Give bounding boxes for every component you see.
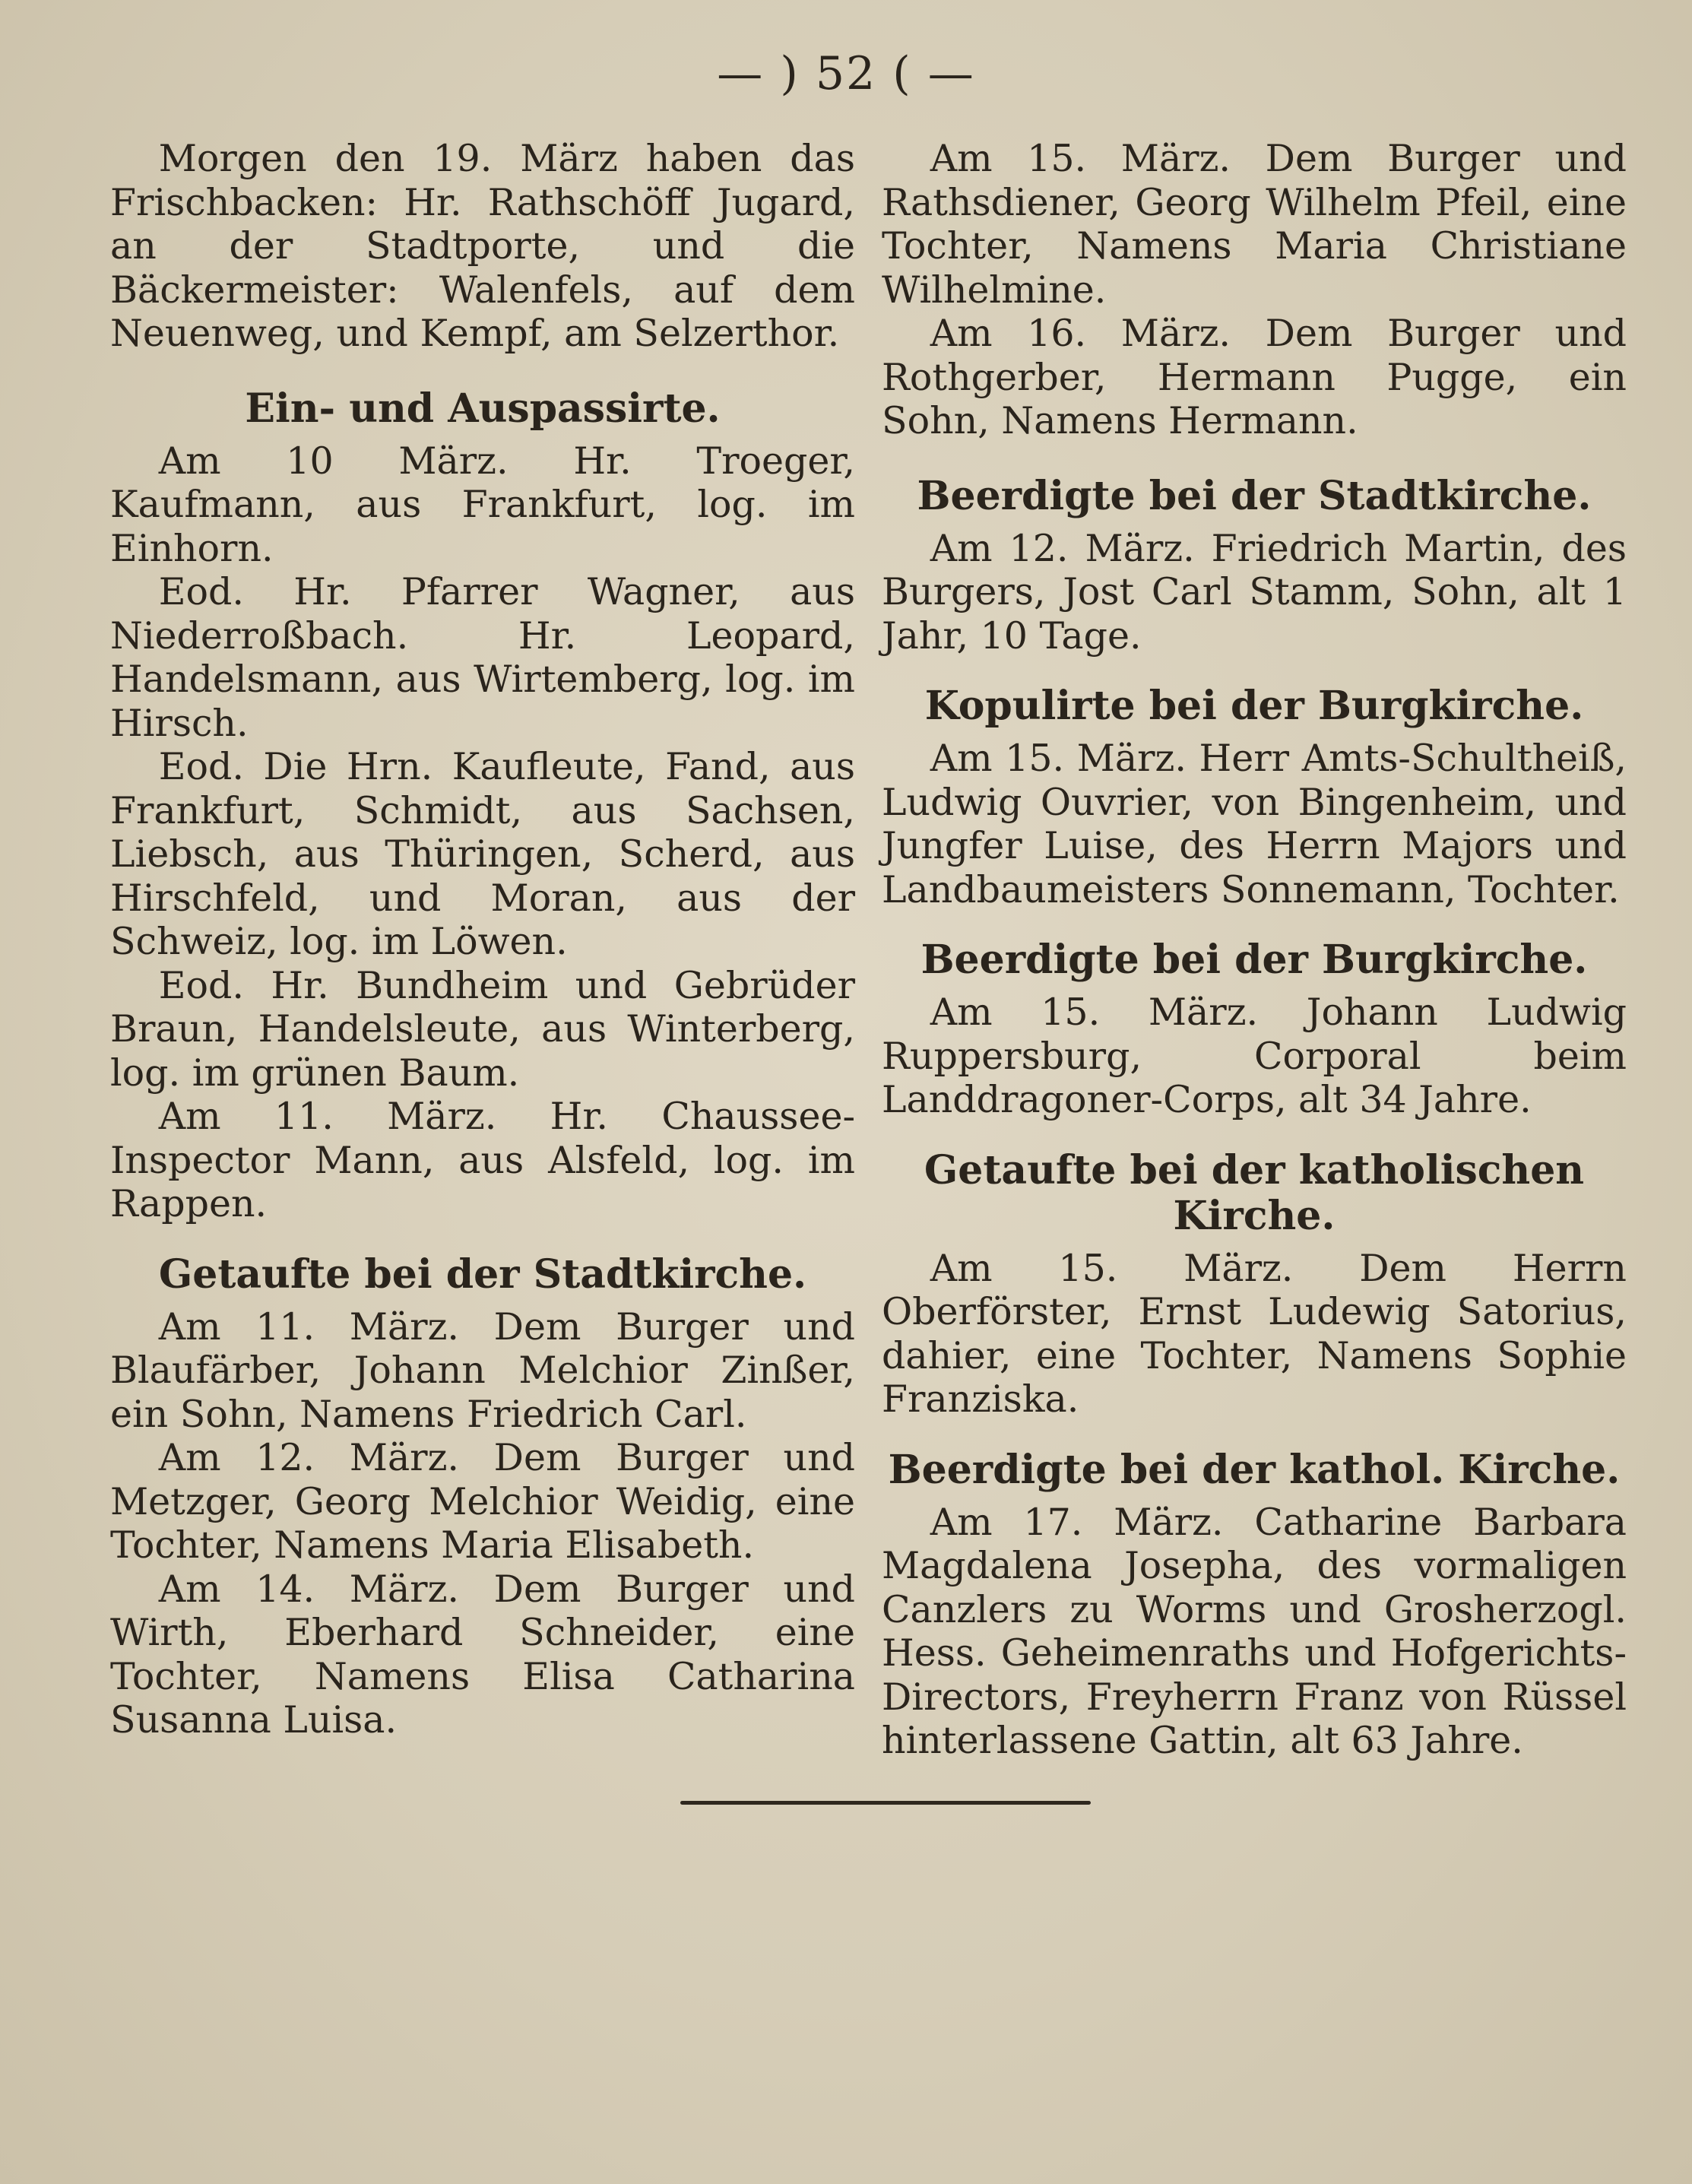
page-number-header: — ) 52 ( — — [717, 47, 975, 100]
entry-paragraph: Am 11. März. Hr. Chaussee-Inspector Mann, aus Alsfeld, log. im Rappen. — [110, 1095, 855, 1225]
section-heading-burials-burgkirche: Beerdigte bei der Burgkirche. — [920, 937, 1588, 983]
entry-paragraph: Am 15. März. Dem Herrn Oberförster, Ernst Ludewig Satorius, dahier, eine Tochter, Namens Sophie Franziska. — [882, 1246, 1627, 1421]
entry-paragraph: Am 16. März. Dem Burger und Rothgerber, Hermann Pugge, ein Sohn, Namens Hermann. — [882, 312, 1627, 442]
entry-paragraph: Am 11. März. Dem Burger und Blaufärber, Johann Melchior Zinßer, ein Sohn, Namens Friedrich Carl. — [110, 1304, 855, 1436]
entry-paragraph: Am 12. März. Dem Burger und Metzger, Georg Melchior Weidig, eine Tochter, Namens Maria Elisabeth. — [110, 1436, 855, 1567]
intro-paragraph: Morgen den 19. März haben das Frischbacken: Hr. Rathschöff Jugard, an der Stadtporte, und die Bäckermeister: Walenfels, auf dem Neuenweg, und Kempf, am Selzerthor. — [110, 137, 855, 355]
end-rule-divider — [680, 1801, 1091, 1805]
section-heading-burials-stadtkirche: Beerdigte bei der Stadtkirche. — [917, 472, 1592, 519]
entry-paragraph: Eod. Hr. Bundheim und Gebrüder Braun, Handelsleute, aus Winterberg, log. im grünen Baum. — [110, 963, 855, 1095]
section-heading-marriages-burgkirche: Kopulirte bei der Burgkirche. — [924, 683, 1584, 729]
entry-paragraph: Am 10 März. Hr. Troeger, Kaufmann, aus Frankfurt, log. im Einhorn. — [110, 439, 855, 570]
entry-paragraph: Am 15. März. Johann Ludwig Ruppersburg, Corporal beim Landdragoner-Corps, alt 34 Jahre. — [882, 991, 1627, 1121]
right-column — [882, 137, 1627, 1763]
entry-paragraph: Am 15. März. Herr Amts-Schultheiß, Ludwig Ouvrier, von Bingenheim, und Jungfer Luise, des Herrn Majors und Landbaumeisters Sonnemann, Tochter. — [882, 737, 1627, 911]
section-heading-baptisms-stadtkirche: Getaufte bei der Stadtkirche. — [158, 1250, 807, 1298]
entry-paragraph: Eod. Die Hrn. Kaufleute, Fand, aus Frankfurt, Schmidt, aus Sachsen, Liebsch, aus Thüringen, Scherd, aus Hirschfeld, und Moran, aus der Schweiz, log. im Löwen. — [110, 745, 855, 963]
entry-paragraph: Am 12. März. Friedrich Martin, des Burgers, Jost Carl Stamm, Sohn, alt 1 Jahr, 10 Tage. — [882, 526, 1627, 658]
entry-paragraph: Eod. Hr. Pfarrer Wagner, aus Niederroßbach. Hr. Leopard, Handelsmann, aus Wirtemberg, log. im Hirsch. — [110, 570, 855, 745]
left-column — [110, 137, 855, 1742]
entry-paragraph: Am 14. März. Dem Burger und Wirth, Eberhard Schneider, eine Tochter, Namens Elisa Catharina Susanna Luisa. — [110, 1567, 855, 1742]
entry-paragraph: Am 15. März. Dem Burger und Rathsdiener, Georg Wilhelm Pfeil, eine Tochter, Namens Maria Christiane Wilhelmine. — [882, 137, 1627, 312]
section-heading-baptisms-catholic: Getaufte bei der katholischen Kirche. — [924, 1146, 1585, 1239]
section-heading-arrivals: Ein- und Auspassirte. — [245, 385, 721, 432]
section-heading-burials-catholic: Beerdigte bei der kathol. Kirche. — [888, 1446, 1621, 1493]
entry-paragraph: Am 17. März. Catharine Barbara Magdalena Josepha, des vormaligen Canzlers zu Worms und Grosherzogl. Hess. Geheimenraths und Hofgerichts-Directors, Freyherrn Franz von Rüssel hinterlassene Gattin, alt 63 Jahre. — [882, 1500, 1627, 1762]
